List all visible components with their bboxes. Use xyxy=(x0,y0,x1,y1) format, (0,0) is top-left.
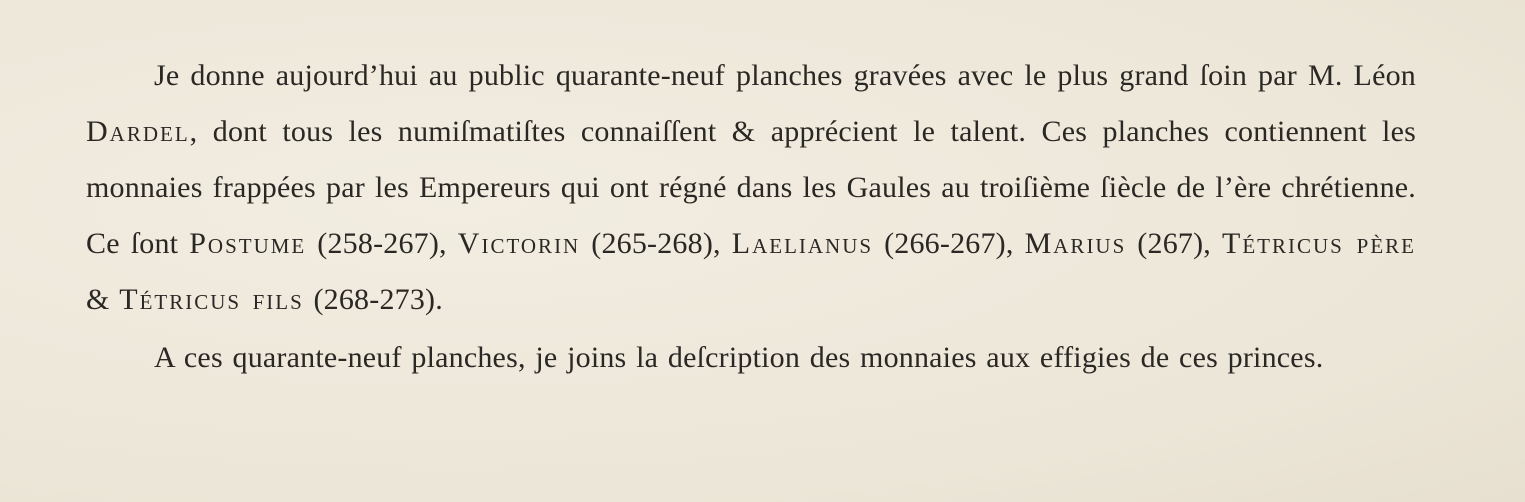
text-run: (268-273). xyxy=(303,283,443,316)
text-run: , dont tous les numiſmatiſtes connaiſſent & apprécient le talent. Ces planches contiennent les monnaies frappées par les Empereurs qui ont régné dans les Gaules au troiſième ſiècle de l’ère chrétienne. Ce ſont xyxy=(86,115,1416,260)
name-postume: Postume xyxy=(189,227,307,260)
text-run: (258-267), xyxy=(306,227,458,260)
name-victorin: Victorin xyxy=(457,227,581,260)
paragraph-2 xyxy=(86,330,1416,386)
name-dardel: Dardel xyxy=(86,115,190,148)
text-run: & xyxy=(86,283,120,316)
text-run: Je donne aujourd’hui au public quarante-neuf planches gravées avec le plus grand ſoin par M. Léon xyxy=(154,59,1416,92)
text-run: (265-268), xyxy=(580,227,732,260)
name-tetricus-pere: Tétricus père xyxy=(1222,227,1416,260)
name-tetricus-fils: Tétricus fils xyxy=(119,283,304,316)
text-run: A ces quarante-neuf planches, je joins la deſcription des monnaies aux effigies de ces princes. xyxy=(154,341,1324,374)
text-run: (266-267), xyxy=(873,227,1025,260)
name-laelianus: Laelianus xyxy=(731,227,874,260)
text-run: (267), xyxy=(1126,227,1222,260)
name-marius: Marius xyxy=(1024,227,1127,260)
paragraph-1 xyxy=(86,48,1416,328)
body-text xyxy=(86,48,1416,386)
